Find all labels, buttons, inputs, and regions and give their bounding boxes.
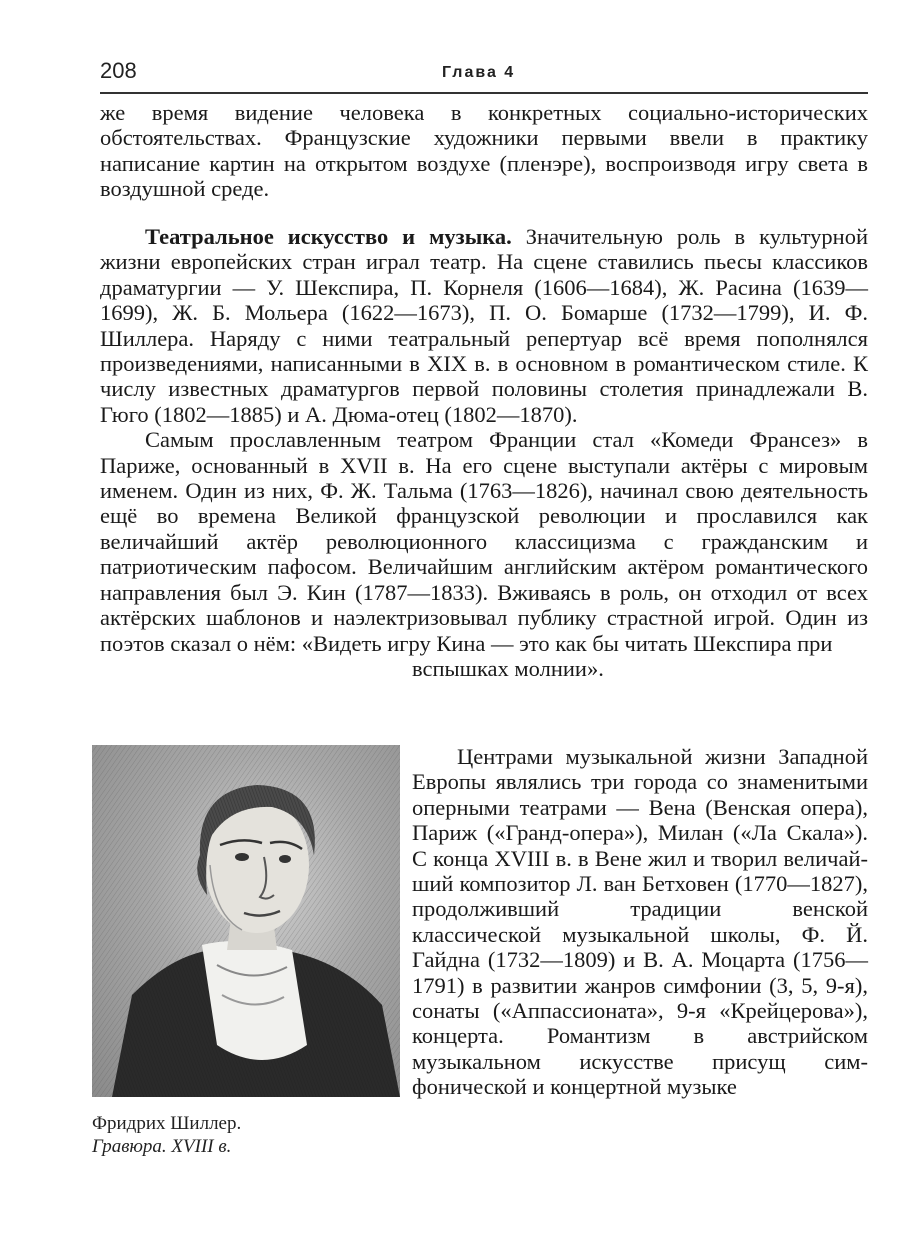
theatre-paragraph-2-tail: вспышках молнии». [412, 655, 604, 681]
chapter-title: Глава 4 [442, 64, 516, 81]
engraved-portrait-icon [92, 745, 400, 1097]
music-section [412, 744, 868, 1100]
music-paragraph: Центрами музыкальной жизни Западной Европы являлись три города со знаменитыми оперными театрами — Вена (Венская опера), Париж («Гранд-опера»), Милан («Ла Скала»). С конца XVIII в. в Вене жил и творил величайший композитор Л. ван Бетховен (1770—1827), продолживший традиции венской классической музыкальной школы, Ф. Й. Гайдна (1732—1809) и В. А. Моцарта (1756—1791) в развитии жанров симфонии (3, 5, 9-я), сонаты («Аппассионата», 9-я «Крейцерова»), концерта. Романтизм в австрийском музыкальном искусстве присущ симфонической и концертной музыке [412, 744, 868, 1100]
figure-caption [92, 1112, 392, 1158]
page-header [100, 58, 868, 94]
portrait-figure [92, 745, 400, 1097]
theatre-paragraph-1 [100, 224, 868, 427]
intro-text-block [100, 100, 868, 202]
theatre-section [100, 224, 868, 681]
intro-paragraph: же время видение человека в конкретных социально-исторических обстоятельствах. Французские художники первыми ввели в практику написание картин на открытом воздухе (пленэре), воспроизводя игру света в воздушной среде. [100, 100, 868, 202]
caption-subtitle: Гравюра. XVIII в. [92, 1136, 232, 1157]
caption-title: Фридрих Шиллер. [92, 1113, 242, 1134]
theatre-paragraph-1-text: Значительную роль в культурной жизни европейских стран играл театр. На сцене ставились пьесы классиков драматургии — У. Шекспира, П. Корнеля (1606—1684), Ж. Расина (1639—1699), Ж. Б. Мольера (1622—1673), П. О. Бомарше (1732—1799), И. Ф. Шиллера. Наряду с ними театральный репертуар всё время пополнялся произведениями, написанными в XIX в. в основном в романтическом стиле. К числу известных драматургов первой половины столетия принадлежали В. Гюго (1802—1885) и А. Дюма-отец (1802—1870). [100, 224, 868, 427]
theatre-paragraph-2: Самым прославленным театром Франции стал «Комеди Франсез» в Париже, основанный в XVII в. На его сцене выступали актёры с мировым именем. Один из них, Ф. Ж. Тальма (1763—1826), начинал свою деятельность ещё во времена Великой французской революции и прославился как величайший актёр революционного классицизма с гражданским и патриотическим пафосом. Величайшим английским актёром романтического направления был Э. Кин (1787—1833). Вживаясь в роль, он отходил от всех актёрских шаблонов и наэлектризовывал публику страстной игрой. Один из поэтов сказал о нём: «Видеть игру Кина — это как бы читать Шекспира при [100, 427, 868, 656]
section-heading: Театральное искусство и музыка. [145, 224, 512, 249]
page-number: 208 [100, 58, 137, 83]
